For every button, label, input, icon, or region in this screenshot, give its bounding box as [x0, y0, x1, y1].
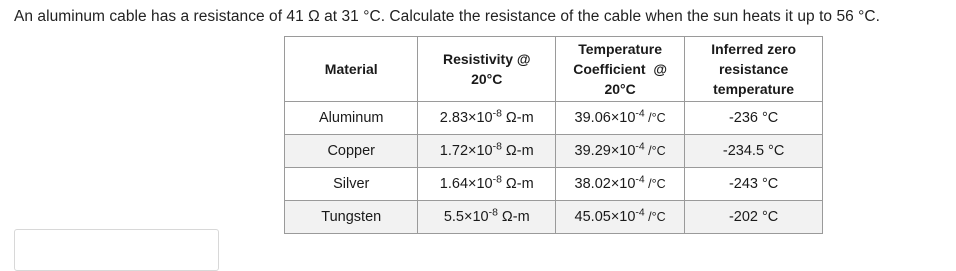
table-row — [285, 168, 823, 201]
cell-material: Tungsten — [285, 201, 418, 234]
header-zero-line2: resistance — [718, 61, 789, 77]
header-material — [285, 37, 418, 102]
cell-material: Silver — [285, 168, 418, 201]
cell-temperature-coefficient: $38.02\times 10^{-4}$ /°C — [556, 168, 685, 201]
cell-resistivity: $5.5\times 10^{-8}$ Ω-m — [418, 201, 556, 234]
material-properties-table — [284, 36, 823, 234]
table-row — [285, 102, 823, 135]
cell-resistivity: $1.72\times 10^{-8}$ Ω-m — [418, 135, 556, 168]
header-zero-line3: temperature — [713, 81, 795, 97]
header-resistivity — [418, 37, 556, 102]
question-text: An aluminum cable has a resistance of 41 Ω at 31 °C. Calculate the resistance of the cable when the sun heats it up to 56 °C. — [14, 8, 880, 25]
table-header-row — [285, 37, 823, 102]
header-resistivity-line2: 20°C — [471, 71, 503, 87]
table-row — [285, 135, 823, 168]
cell-temperature-coefficient: $39.06\times 10^{-4}$ /°C — [556, 102, 685, 135]
cell-resistivity: $2.83\times 10^{-8}$ Ω-m — [418, 102, 556, 135]
header-zero-line1: Inferred zero — [711, 41, 797, 57]
header-tempcoef-line3: 20°C — [604, 81, 636, 97]
answer-input[interactable] — [14, 229, 219, 271]
header-inferred-zero — [685, 37, 823, 102]
cell-zero-temp: -236 °C — [685, 102, 823, 135]
header-tempcoef-line1: Temperature — [578, 41, 662, 57]
cell-zero-temp: -202 °C — [685, 201, 823, 234]
table-row — [285, 201, 823, 234]
cell-temperature-coefficient: $45.05\times 10^{-4}$ /°C — [556, 201, 685, 234]
header-resistivity-line1: Resistivity @ — [442, 51, 531, 67]
cell-zero-temp: -234.5 °C — [685, 135, 823, 168]
cell-material: Copper — [285, 135, 418, 168]
cell-temperature-coefficient: $39.29\times 10^{-4}$ /°C — [556, 135, 685, 168]
header-temperature-coefficient — [556, 37, 685, 102]
cell-zero-temp: -243 °C — [685, 168, 823, 201]
header-material-label: Material — [324, 61, 378, 77]
cell-material: Aluminum — [285, 102, 418, 135]
cell-resistivity: $1.64\times 10^{-8}$ Ω-m — [418, 168, 556, 201]
header-tempcoef-line2: Coefficient @ — [573, 61, 667, 77]
